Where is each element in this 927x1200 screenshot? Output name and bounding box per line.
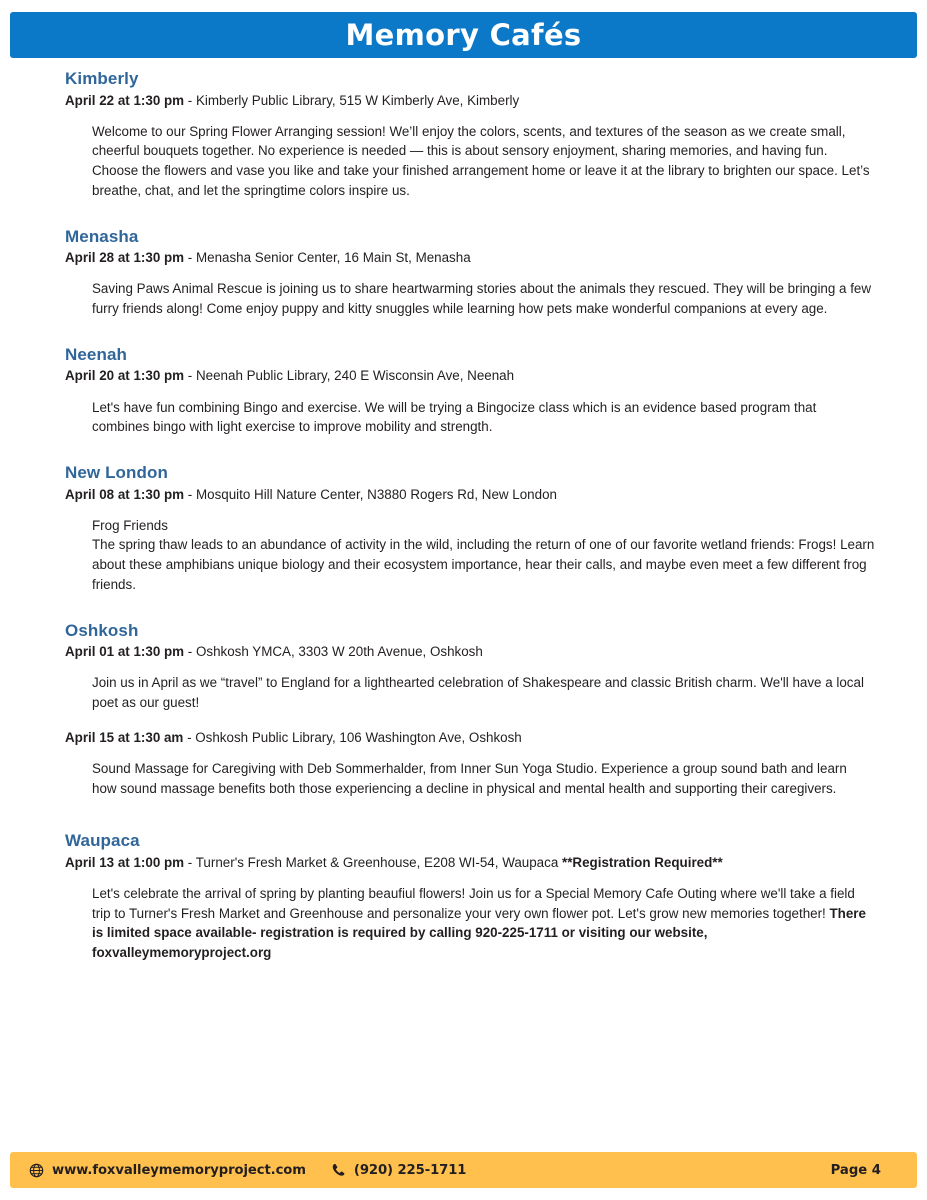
event-separator: - xyxy=(184,250,196,266)
footer-phone-label: (920) 225-1711 xyxy=(353,1162,467,1178)
page-title: Memory Cafés xyxy=(345,17,582,52)
event-description xyxy=(92,398,875,437)
event-datetime-venue xyxy=(65,249,875,267)
event-description xyxy=(92,122,875,201)
event-venue: Oshkosh YMCA, 3303 W 20th Avenue, Oshkosh xyxy=(195,644,483,660)
event-description-line: Welcome to our Spring Flower Arranging session! We’ll enjoy the colors, scents, and textures of the season as we create small, cheerful bouquets together. No experience is needed — this is about sensory enjoyment, sharing memories, and having fun. Choose the flowers and vase you like and take your finished arrangement home or leave it at the library to brighten our space. Let’s breathe, chat, and let the springtime colors inspire us. xyxy=(92,123,870,198)
event-venue: Mosquito Hill Nature Center, N3880 Rogers Rd, New London xyxy=(195,486,557,502)
event-datetime: April 13 at 1:00 pm xyxy=(65,854,185,870)
event-separator: - xyxy=(184,92,196,108)
event-separator: - xyxy=(184,854,196,870)
city-heading: Oshkosh xyxy=(65,620,139,640)
event-entry xyxy=(65,854,875,963)
page-footer xyxy=(10,1152,917,1188)
city-block xyxy=(0,622,927,799)
event-description xyxy=(92,884,875,963)
city-block xyxy=(0,464,927,595)
event-description-line: Let's celebrate the arrival of spring by planting beaufiul flowers! Join us for a Special Memory Cafe Outing where we'll take a field trip to Turner's Fresh Market and Greenhouse and personalize your very own flower pot. Let's grow new memories together! xyxy=(92,886,855,921)
event-description xyxy=(92,516,875,595)
event-description xyxy=(92,673,875,712)
event-separator: - xyxy=(184,368,196,384)
event-registration-note: **Registration Required** xyxy=(562,854,723,870)
city-heading: Menasha xyxy=(65,226,139,246)
page-header-banner xyxy=(10,12,917,58)
event-datetime: April 15 at 1:30 am xyxy=(65,729,184,745)
event-entry xyxy=(65,486,875,595)
city-heading: Neenah xyxy=(65,344,128,364)
city-listings xyxy=(0,70,927,963)
event-venue: Neenah Public Library, 240 E Wisconsin Ave, Neenah xyxy=(195,368,515,384)
event-datetime-venue xyxy=(65,854,875,872)
footer-website[interactable] xyxy=(28,1162,306,1178)
event-venue: Kimberly Public Library, 515 W Kimberly Ave, Kimberly xyxy=(195,92,520,108)
city-block xyxy=(0,346,927,437)
city-heading: Waupaca xyxy=(65,831,140,851)
event-description-line: Join us in April as we “travel” to England for a lighthearted celebration of Shakespeare and classic British charm. We'll have a local poet as our guest! xyxy=(92,675,864,711)
event-description-line: Frog Friends xyxy=(92,517,168,533)
footer-page-number: Page 4 xyxy=(830,1162,881,1178)
event-datetime-venue xyxy=(65,729,875,747)
event-datetime-venue xyxy=(65,92,875,110)
event-entry xyxy=(65,643,875,713)
event-separator: - xyxy=(183,729,196,745)
event-description-line: Saving Paws Animal Rescue is joining us to share heartwarming stories about the animals they rescued. They will be bringing a few furry friends along! Come enjoy puppy and kitty snuggles while learning how pets make wonderful companions at every age. xyxy=(92,281,872,317)
event-datetime-venue xyxy=(65,486,875,504)
event-venue: Menasha Senior Center, 16 Main St, Menasha xyxy=(195,250,471,266)
event-description-line: Let's have fun combining Bingo and exercise. We will be trying a Bingocize class which is an evidence based program that combines bingo with light exercise to improve mobility and strength. xyxy=(92,399,817,435)
footer-contact-group xyxy=(28,1162,831,1178)
footer-phone[interactable] xyxy=(330,1162,466,1178)
event-separator: - xyxy=(184,644,196,660)
event-venue: Oshkosh Public Library, 106 Washington Ave, Oshkosh xyxy=(195,729,522,745)
event-description-emphasis: There is limited space available- registration is required by calling 920-225-1711 or visiting our website, foxvalleymemoryproject.org xyxy=(92,905,866,961)
event-datetime: April 28 at 1:30 pm xyxy=(65,250,185,266)
event-datetime: April 20 at 1:30 pm xyxy=(65,368,185,384)
event-entry xyxy=(65,249,875,319)
city-heading: Kimberly xyxy=(65,69,139,88)
event-description-line: The spring thaw leads to an abundance of activity in the wild, including the return of one of our favorite wetland friends: Frogs! Learn about these amphibians unique biology and their ecosystem importance, hear their calls, and maybe even meet a few different frog friends. xyxy=(92,537,875,592)
event-description xyxy=(92,759,875,798)
city-block xyxy=(0,832,927,963)
event-venue: Turner's Fresh Market & Greenhouse, E208 WI-54, Waupaca xyxy=(195,854,562,870)
city-block xyxy=(0,70,927,201)
phone-icon xyxy=(330,1162,346,1178)
event-description-line: Sound Massage for Caregiving with Deb Sommerhalder, from Inner Sun Yoga Studio. Experience a group sound bath and learn how sound massage benefits both those experiencing a decline in physical and mental health and supporting their caregivers. xyxy=(92,760,847,796)
event-entry xyxy=(65,367,875,437)
footer-website-label: www.foxvalleymemoryproject.com xyxy=(52,1162,306,1178)
event-datetime: April 22 at 1:30 pm xyxy=(65,92,185,108)
event-datetime: April 01 at 1:30 pm xyxy=(65,644,185,660)
event-separator: - xyxy=(184,486,196,502)
event-datetime-venue xyxy=(65,367,875,385)
globe-icon xyxy=(28,1162,44,1178)
city-block xyxy=(0,228,927,319)
event-datetime-venue xyxy=(65,643,875,661)
event-entry xyxy=(65,92,875,201)
city-heading: New London xyxy=(65,462,168,482)
event-description xyxy=(92,279,875,318)
event-datetime: April 08 at 1:30 pm xyxy=(65,486,185,502)
event-entry xyxy=(65,729,875,799)
